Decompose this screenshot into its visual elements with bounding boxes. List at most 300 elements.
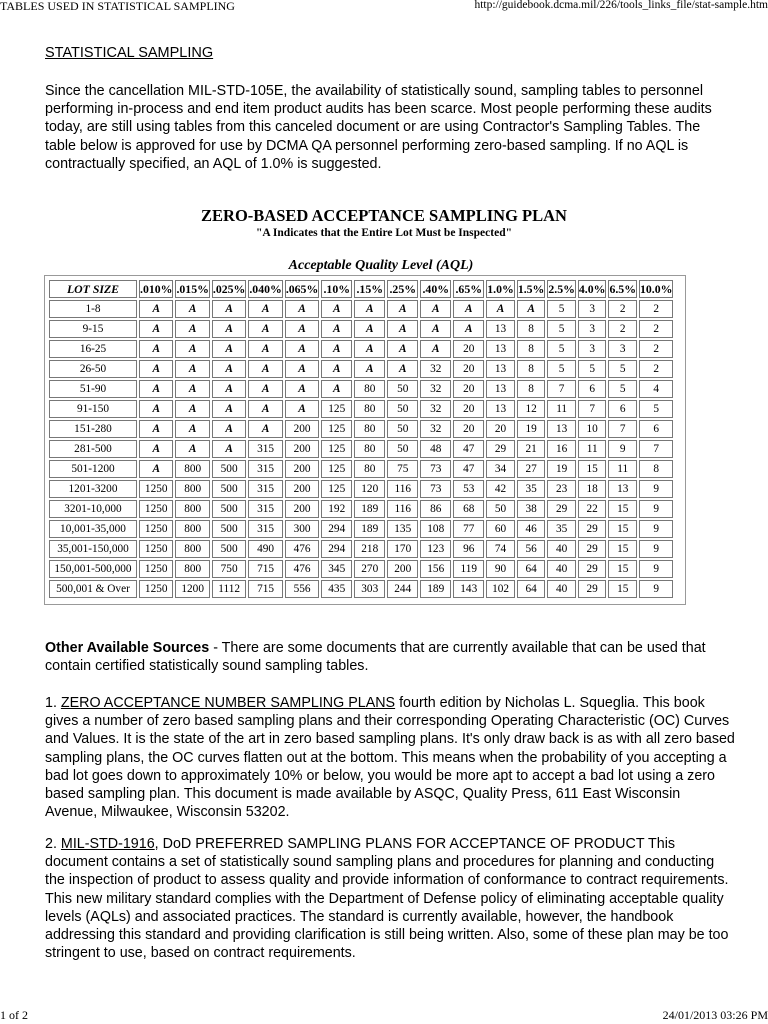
lot-size-cell: 26-50 [49, 360, 137, 378]
sample-size-cell: A [387, 340, 418, 358]
sample-size-cell: A [285, 320, 319, 338]
column-header-aql: 1.5% [517, 280, 546, 298]
sample-size-cell: A [486, 300, 515, 318]
sample-size-cell: A [321, 360, 352, 378]
sample-size-cell: 5 [547, 360, 576, 378]
sample-size-cell: 15 [608, 540, 637, 558]
sample-size-cell: A [420, 300, 451, 318]
sample-size-cell: 3 [578, 340, 607, 358]
sample-size-cell: 315 [248, 500, 282, 518]
sample-size-cell: 218 [354, 540, 385, 558]
sample-size-cell: A [212, 420, 246, 438]
sample-size-cell: 1200 [175, 580, 209, 598]
print-footer-timestamp: 24/01/2013 03:26 PM [662, 1008, 768, 1022]
sampling-table [47, 278, 675, 600]
sample-size-cell: A [387, 300, 418, 318]
table-row [49, 380, 673, 398]
lot-size-cell: 1201-3200 [49, 480, 137, 498]
sample-size-cell: 18 [578, 480, 607, 498]
sample-size-cell: A [321, 340, 352, 358]
sample-size-cell: 73 [420, 460, 451, 478]
item-1-link[interactable]: ZERO ACCEPTANCE NUMBER SAMPLING PLANS [60, 695, 396, 711]
sample-size-cell: 40 [547, 580, 576, 598]
plan-subtitle: "A Indicates that the Entire Lot Must be Inspected" [256, 227, 512, 239]
sample-size-cell: 86 [420, 500, 451, 518]
sample-size-cell: 5 [608, 360, 637, 378]
sample-size-cell: 50 [387, 400, 418, 418]
sample-size-cell: 315 [248, 460, 282, 478]
sample-size-cell: 38 [517, 500, 546, 518]
sample-size-cell: 1250 [139, 560, 173, 578]
table-row [49, 420, 673, 438]
sample-size-cell: 5 [547, 340, 576, 358]
sample-size-cell: A [212, 360, 246, 378]
other-sources-heading: Other Available Sources [45, 640, 210, 656]
sample-size-cell: 60 [486, 520, 515, 538]
sample-size-cell: 800 [175, 560, 209, 578]
table-row [49, 480, 673, 498]
sample-size-cell: 800 [175, 480, 209, 498]
sample-size-cell: 15 [608, 500, 637, 518]
sample-size-cell: 125 [321, 480, 352, 498]
sample-size-cell: 270 [354, 560, 385, 578]
sample-size-cell: 345 [321, 560, 352, 578]
sample-size-cell: 135 [387, 520, 418, 538]
sample-size-cell: 4 [639, 380, 673, 398]
sample-size-cell: 68 [453, 500, 484, 518]
sample-size-cell: 143 [453, 580, 484, 598]
sample-size-cell: 8 [517, 320, 546, 338]
sample-size-cell: A [139, 340, 173, 358]
sample-size-cell: 29 [578, 560, 607, 578]
sample-size-cell: 13 [486, 340, 515, 358]
sample-size-cell: 9 [639, 580, 673, 598]
sample-size-cell: A [248, 340, 282, 358]
sample-size-cell: A [420, 340, 451, 358]
source-item-1 [45, 694, 735, 821]
sample-size-cell: 11 [578, 440, 607, 458]
sample-size-cell: 1250 [139, 500, 173, 518]
sample-size-cell: A [248, 420, 282, 438]
sample-size-cell: 556 [285, 580, 319, 598]
sample-size-cell: A [354, 360, 385, 378]
sample-size-cell: A [321, 320, 352, 338]
sample-size-cell: 120 [354, 480, 385, 498]
sample-size-cell: 13 [486, 360, 515, 378]
sample-size-cell: 80 [354, 460, 385, 478]
sample-size-cell: 500 [212, 480, 246, 498]
sampling-table-frame [44, 275, 686, 605]
aql-caption: Acceptable Quality Level (AQL) [288, 258, 474, 273]
lot-size-cell: 10,001-35,000 [49, 520, 137, 538]
sample-size-cell: 116 [387, 480, 418, 498]
other-sources-text: - There are some documents that are currently available that can be used that contain certified statistically sound sampling tables. [45, 640, 706, 675]
sample-size-cell: A [139, 320, 173, 338]
other-sources-paragraph [45, 639, 735, 675]
sample-size-cell: 125 [321, 460, 352, 478]
lot-size-cell: 16-25 [49, 340, 137, 358]
sample-size-cell: A [212, 380, 246, 398]
sample-size-cell: 9 [639, 520, 673, 538]
sample-size-cell: 9 [608, 440, 637, 458]
sample-size-cell: 47 [453, 460, 484, 478]
sample-size-cell: 8 [517, 380, 546, 398]
sample-size-cell: A [248, 300, 282, 318]
sample-size-cell: 123 [420, 540, 451, 558]
column-header-aql: 2.5% [547, 280, 576, 298]
print-header-title: TABLES USED IN STATISTICAL SAMPLING [0, 0, 235, 13]
item-2-link[interactable]: MIL-STD-1916 [60, 836, 155, 852]
sample-size-cell: A [453, 320, 484, 338]
table-row [49, 560, 673, 578]
sample-size-cell: 80 [354, 400, 385, 418]
sample-size-cell: 125 [321, 420, 352, 438]
sample-size-cell: 8 [639, 460, 673, 478]
sample-size-cell: 20 [453, 400, 484, 418]
lot-size-cell: 281-500 [49, 440, 137, 458]
table-row [49, 320, 673, 338]
sample-size-cell: 90 [486, 560, 515, 578]
sample-size-cell: A [285, 400, 319, 418]
sample-size-cell: A [248, 400, 282, 418]
sample-size-cell: 750 [212, 560, 246, 578]
sample-size-cell: 1250 [139, 520, 173, 538]
sample-size-cell: 108 [420, 520, 451, 538]
print-footer-page: 1 of 2 [0, 1008, 28, 1022]
sample-size-cell: 3 [578, 320, 607, 338]
sample-size-cell: 200 [285, 420, 319, 438]
table-row [49, 500, 673, 518]
intro-paragraph: Since the cancellation MIL-STD-105E, the availability of statistically sound, sampling tables to personnel performing in-process and end item product audits has been scarce. Most people performing these audits today, are still using tables from this canceled document or are using Contractor's Sampling Tables. The table below is approved for use by DCMA QA personnel performing zero-based sampling. If no AQL is contractually specified, an AQL of 1.0% is suggested. [45, 83, 712, 172]
sample-size-cell: 9 [639, 480, 673, 498]
sample-size-cell: 27 [517, 460, 546, 478]
sample-size-cell: 5 [578, 360, 607, 378]
sample-size-cell: A [175, 340, 209, 358]
sample-size-cell: 13 [486, 380, 515, 398]
sample-size-cell: 20 [453, 340, 484, 358]
sample-size-cell: 435 [321, 580, 352, 598]
sample-size-cell: 800 [175, 540, 209, 558]
sample-size-cell: 102 [486, 580, 515, 598]
sample-size-cell: 500 [212, 500, 246, 518]
sample-size-cell: 244 [387, 580, 418, 598]
sample-size-cell: A [212, 340, 246, 358]
column-header-aql: .065% [285, 280, 319, 298]
sample-size-cell: A [139, 440, 173, 458]
sample-size-cell: 315 [248, 440, 282, 458]
sample-size-cell: 2 [639, 300, 673, 318]
sample-size-cell: A [248, 360, 282, 378]
sample-size-cell: 170 [387, 540, 418, 558]
sample-size-cell: 11 [547, 400, 576, 418]
sample-size-cell: 16 [547, 440, 576, 458]
sample-size-cell: 5 [639, 400, 673, 418]
sample-size-cell: A [321, 300, 352, 318]
sample-size-cell: 119 [453, 560, 484, 578]
sample-size-cell: 40 [547, 560, 576, 578]
sample-size-cell: 40 [547, 540, 576, 558]
sample-size-cell: 715 [248, 580, 282, 598]
sample-size-cell: A [139, 400, 173, 418]
sample-size-cell: 53 [453, 480, 484, 498]
sample-size-cell: 32 [420, 420, 451, 438]
sample-size-cell: 15 [578, 460, 607, 478]
sample-size-cell: 800 [175, 500, 209, 518]
lot-size-cell: 151-280 [49, 420, 137, 438]
lot-size-cell: 500,001 & Over [49, 580, 137, 598]
sample-size-cell: 715 [248, 560, 282, 578]
table-row [49, 540, 673, 558]
sample-size-cell: A [354, 300, 385, 318]
sample-size-cell: A [212, 300, 246, 318]
sample-size-cell: 15 [608, 520, 637, 538]
lot-size-cell: 91-150 [49, 400, 137, 418]
sample-size-cell: 12 [517, 400, 546, 418]
sample-size-cell: 9 [639, 500, 673, 518]
sample-size-cell: 490 [248, 540, 282, 558]
sample-size-cell: 200 [285, 440, 319, 458]
sample-size-cell: 11 [608, 460, 637, 478]
item-1-number: 1. [45, 695, 61, 711]
sample-size-cell: 48 [420, 440, 451, 458]
sample-size-cell: 19 [547, 460, 576, 478]
sample-size-cell: 116 [387, 500, 418, 518]
sample-size-cell: 7 [547, 380, 576, 398]
column-header-aql: .10% [321, 280, 352, 298]
sample-size-cell: 8 [517, 360, 546, 378]
sample-size-cell: 35 [547, 520, 576, 538]
column-header-aql: .65% [453, 280, 484, 298]
sample-size-cell: 6 [578, 380, 607, 398]
sample-size-cell: 47 [453, 440, 484, 458]
sample-size-cell: 10 [578, 420, 607, 438]
sample-size-cell: 29 [486, 440, 515, 458]
sample-size-cell: 29 [578, 520, 607, 538]
sample-size-cell: 20 [453, 380, 484, 398]
sample-size-cell: A [175, 300, 209, 318]
sample-size-cell: A [139, 300, 173, 318]
item-2-text: , DoD PREFERRED SAMPLING PLANS FOR ACCEPTANCE OF PRODUCT This document contains a set of statistically sound sampling plans and procedures for planning and conducting the inspection of product to assess quality and provide information of conformance to contract requirements. This new military standard complies with the Department of Defense policy of eliminating acceptable quality levels (AQLs) and associated practices. The standard is currently available, however, the handbook addressing this standard and providing clarification is still being written. Also, some of these plan may be too stringent to use, based on contract requirements. [45, 836, 729, 962]
sample-size-cell: A [139, 380, 173, 398]
sample-size-cell: 13 [486, 400, 515, 418]
sample-size-cell: 125 [321, 400, 352, 418]
sample-size-cell: A [517, 300, 546, 318]
table-header-row [49, 280, 673, 298]
sample-size-cell: 50 [387, 420, 418, 438]
sample-size-cell: 800 [175, 520, 209, 538]
sample-size-cell: 294 [321, 520, 352, 538]
sample-size-cell: 500 [212, 540, 246, 558]
sample-size-cell: 64 [517, 560, 546, 578]
sample-size-cell: 29 [578, 540, 607, 558]
sample-size-cell: 125 [321, 440, 352, 458]
sample-size-cell: 5 [547, 320, 576, 338]
sample-size-cell: 2 [639, 360, 673, 378]
column-header-lot-size: LOT SIZE [49, 280, 137, 298]
sample-size-cell: A [248, 380, 282, 398]
sample-size-cell: 6 [608, 400, 637, 418]
page-title: STATISTICAL SAMPLING [45, 45, 214, 61]
sample-size-cell: 96 [453, 540, 484, 558]
column-header-aql: .040% [248, 280, 282, 298]
sample-size-cell: 19 [517, 420, 546, 438]
sample-size-cell: 34 [486, 460, 515, 478]
sample-size-cell: 29 [578, 580, 607, 598]
sample-size-cell: 13 [486, 320, 515, 338]
source-item-2 [45, 835, 735, 962]
column-header-aql: 1.0% [486, 280, 515, 298]
sample-size-cell: 77 [453, 520, 484, 538]
column-header-aql: .015% [175, 280, 209, 298]
sample-size-cell: 200 [285, 460, 319, 478]
sample-size-cell: 50 [387, 440, 418, 458]
lot-size-cell: 9-15 [49, 320, 137, 338]
table-row [49, 340, 673, 358]
table-row [49, 580, 673, 598]
sample-size-cell: 1250 [139, 540, 173, 558]
sample-size-cell: 294 [321, 540, 352, 558]
sample-size-cell: A [139, 460, 173, 478]
sample-size-cell: 9 [639, 560, 673, 578]
sample-size-cell: A [139, 360, 173, 378]
sample-size-cell: 80 [354, 420, 385, 438]
sample-size-cell: 8 [517, 340, 546, 358]
sample-size-cell: 500 [212, 520, 246, 538]
sample-size-cell: 1250 [139, 480, 173, 498]
sample-size-cell: 23 [547, 480, 576, 498]
sample-size-cell: 7 [639, 440, 673, 458]
sample-size-cell: 32 [420, 360, 451, 378]
sample-size-cell: A [139, 420, 173, 438]
sample-size-cell: A [285, 300, 319, 318]
lot-size-cell: 501-1200 [49, 460, 137, 478]
sample-size-cell: A [354, 340, 385, 358]
sample-size-cell: 2 [639, 320, 673, 338]
sample-size-cell: 1250 [139, 580, 173, 598]
sample-size-cell: A [453, 300, 484, 318]
sample-size-cell: 32 [420, 380, 451, 398]
sample-size-cell: A [285, 380, 319, 398]
item-1-text: fourth edition by Nicholas L. Squeglia. This book gives a number of zero based sampling plans and their corresponding Operating Characteristic (OC) Curves and Values. It is the state of the art in zero based sampling plans. It's only draw back is as with all zero based sampling plans, the OC curves flatten out at the bottom. This means when the probability of you accepting a bad lot goes down to approximately 10% or below, you would be more apt to accept a bad lot using a zero based sampling plan. This document is made available by ASQC, Quality Press, 611 East Wisconsin Avenue, Milwaukee, Wisconsin 53202. [45, 695, 735, 821]
sample-size-cell: A [175, 440, 209, 458]
sample-size-cell: 2 [608, 320, 637, 338]
sample-size-cell: A [420, 320, 451, 338]
lot-size-cell: 1-8 [49, 300, 137, 318]
sample-size-cell: 476 [285, 540, 319, 558]
sample-size-cell: A [175, 320, 209, 338]
sample-size-cell: 9 [639, 540, 673, 558]
sample-size-cell: 32 [420, 400, 451, 418]
sample-size-cell: 75 [387, 460, 418, 478]
sample-size-cell: A [175, 360, 209, 378]
sample-size-cell: 315 [248, 480, 282, 498]
sample-size-cell: 6 [639, 420, 673, 438]
sample-size-cell: 200 [285, 500, 319, 518]
sample-size-cell: 73 [420, 480, 451, 498]
sample-size-cell: A [175, 420, 209, 438]
sample-size-cell: 300 [285, 520, 319, 538]
lot-size-cell: 51-90 [49, 380, 137, 398]
item-2-number: 2. [45, 836, 61, 852]
sample-size-cell: 192 [321, 500, 352, 518]
sample-size-cell: 5 [608, 380, 637, 398]
column-header-aql: .025% [212, 280, 246, 298]
sample-size-cell: 50 [486, 500, 515, 518]
sample-size-cell: A [387, 320, 418, 338]
sample-size-cell: 20 [453, 420, 484, 438]
sample-size-cell: 56 [517, 540, 546, 558]
table-row [49, 460, 673, 478]
column-header-aql: .40% [420, 280, 451, 298]
sample-size-cell: 476 [285, 560, 319, 578]
sample-size-cell: 35 [517, 480, 546, 498]
column-header-aql: .010% [139, 280, 173, 298]
sample-size-cell: 2 [639, 340, 673, 358]
plan-title: ZERO-BASED ACCEPTANCE SAMPLING PLAN [201, 206, 567, 225]
lot-size-cell: 3201-10,000 [49, 500, 137, 518]
sample-size-cell: 500 [212, 460, 246, 478]
table-row [49, 300, 673, 318]
sample-size-cell: 5 [547, 300, 576, 318]
sample-size-cell: 200 [285, 480, 319, 498]
sample-size-cell: 46 [517, 520, 546, 538]
sample-size-cell: 189 [354, 520, 385, 538]
column-header-aql: 4.0% [578, 280, 607, 298]
sample-size-cell: A [321, 380, 352, 398]
sample-size-cell: 22 [578, 500, 607, 518]
sample-size-cell: 20 [486, 420, 515, 438]
column-header-aql: 10.0% [639, 280, 673, 298]
table-row [49, 520, 673, 538]
sample-size-cell: 15 [608, 560, 637, 578]
column-header-aql: .25% [387, 280, 418, 298]
sample-size-cell: 80 [354, 440, 385, 458]
sample-size-cell: 15 [608, 580, 637, 598]
sample-size-cell: A [212, 440, 246, 458]
sample-size-cell: A [248, 320, 282, 338]
lot-size-cell: 150,001-500,000 [49, 560, 137, 578]
sample-size-cell: 200 [387, 560, 418, 578]
lot-size-cell: 35,001-150,000 [49, 540, 137, 558]
column-header-aql: .15% [354, 280, 385, 298]
sample-size-cell: 21 [517, 440, 546, 458]
sample-size-cell: 13 [608, 480, 637, 498]
sample-size-cell: A [175, 380, 209, 398]
table-row [49, 400, 673, 418]
sample-size-cell: A [175, 400, 209, 418]
print-header-url: http://guidebook.dcma.mil/226/tools_links_file/stat-sample.htm [474, 0, 768, 11]
sample-size-cell: 189 [420, 580, 451, 598]
sample-size-cell: 1112 [212, 580, 246, 598]
sample-size-cell: 2 [608, 300, 637, 318]
sample-size-cell: 3 [608, 340, 637, 358]
column-header-aql: 6.5% [608, 280, 637, 298]
sample-size-cell: A [212, 400, 246, 418]
sample-size-cell: 3 [578, 300, 607, 318]
sample-size-cell: 64 [517, 580, 546, 598]
sample-size-cell: A [354, 320, 385, 338]
sample-size-cell: 20 [453, 360, 484, 378]
sample-size-cell: A [212, 320, 246, 338]
sample-size-cell: 42 [486, 480, 515, 498]
sample-size-cell: 74 [486, 540, 515, 558]
sample-size-cell: A [387, 360, 418, 378]
table-body [49, 300, 673, 598]
sample-size-cell: 7 [578, 400, 607, 418]
sample-size-cell: 80 [354, 380, 385, 398]
sample-size-cell: 50 [387, 380, 418, 398]
sample-size-cell: A [285, 340, 319, 358]
